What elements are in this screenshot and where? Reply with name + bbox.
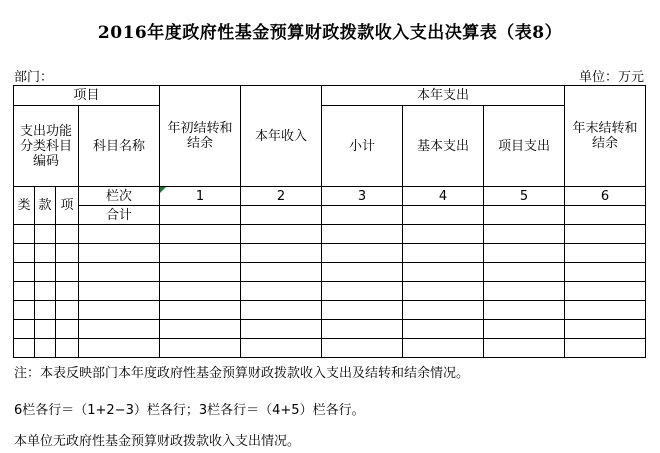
header-begin-balance: 年初结转和 结余	[160, 86, 241, 187]
note-3: 本单位无政府性基金预算财政拨款收入支出情况。	[14, 434, 301, 449]
header-current-expense: 本年支出	[322, 86, 565, 106]
header-func-code: 支出功能 分类科目 编码	[14, 106, 79, 187]
column-row-label: 栏次	[79, 187, 160, 206]
header-kuan: 款	[35, 187, 56, 225]
header-income: 本年收入	[241, 86, 322, 187]
cell	[565, 206, 646, 225]
table-row	[14, 225, 646, 244]
table-row	[14, 282, 646, 301]
header-xiang: 项	[56, 187, 79, 225]
cell	[322, 206, 403, 225]
table-row	[14, 320, 646, 339]
cell	[241, 206, 322, 225]
header-subject-name: 科目名称	[79, 106, 160, 187]
header-end-balance: 年末结转和 结余	[565, 86, 646, 187]
budget-table	[13, 85, 646, 358]
column-number-5: 5	[484, 187, 565, 206]
header-project-expense: 项目支出	[484, 106, 565, 187]
table-row	[14, 263, 646, 282]
column-number-4: 4	[403, 187, 484, 206]
cell	[403, 206, 484, 225]
table-row	[14, 301, 646, 320]
header-lei: 类	[14, 187, 35, 225]
table-row	[14, 339, 646, 358]
note-2: 6栏各行＝（1+2−3）栏各行；3栏各行＝（4+5）栏各行。	[14, 403, 365, 418]
column-number-1: 1	[160, 187, 241, 206]
header-project: 项目	[14, 86, 160, 106]
note-1: 注：本表反映部门本年度政府性基金预算财政拨款收入支出及结转和结余情况。	[14, 366, 470, 381]
column-number-6: 6	[565, 187, 646, 206]
header-basic: 基本支出	[403, 106, 484, 187]
cell	[160, 206, 241, 225]
unit-label: 单位：万元	[578, 70, 644, 85]
total-label: 合计	[79, 206, 160, 225]
department-label: 部门：	[14, 70, 54, 85]
table-row	[14, 244, 646, 263]
cell	[484, 206, 565, 225]
column-number-3: 3	[322, 187, 403, 206]
report-title: 2016年度政府性基金预算财政拨款收入支出决算表（表8）	[97, 23, 563, 43]
header-subtotal: 小计	[322, 106, 403, 187]
column-number-2: 2	[241, 187, 322, 206]
